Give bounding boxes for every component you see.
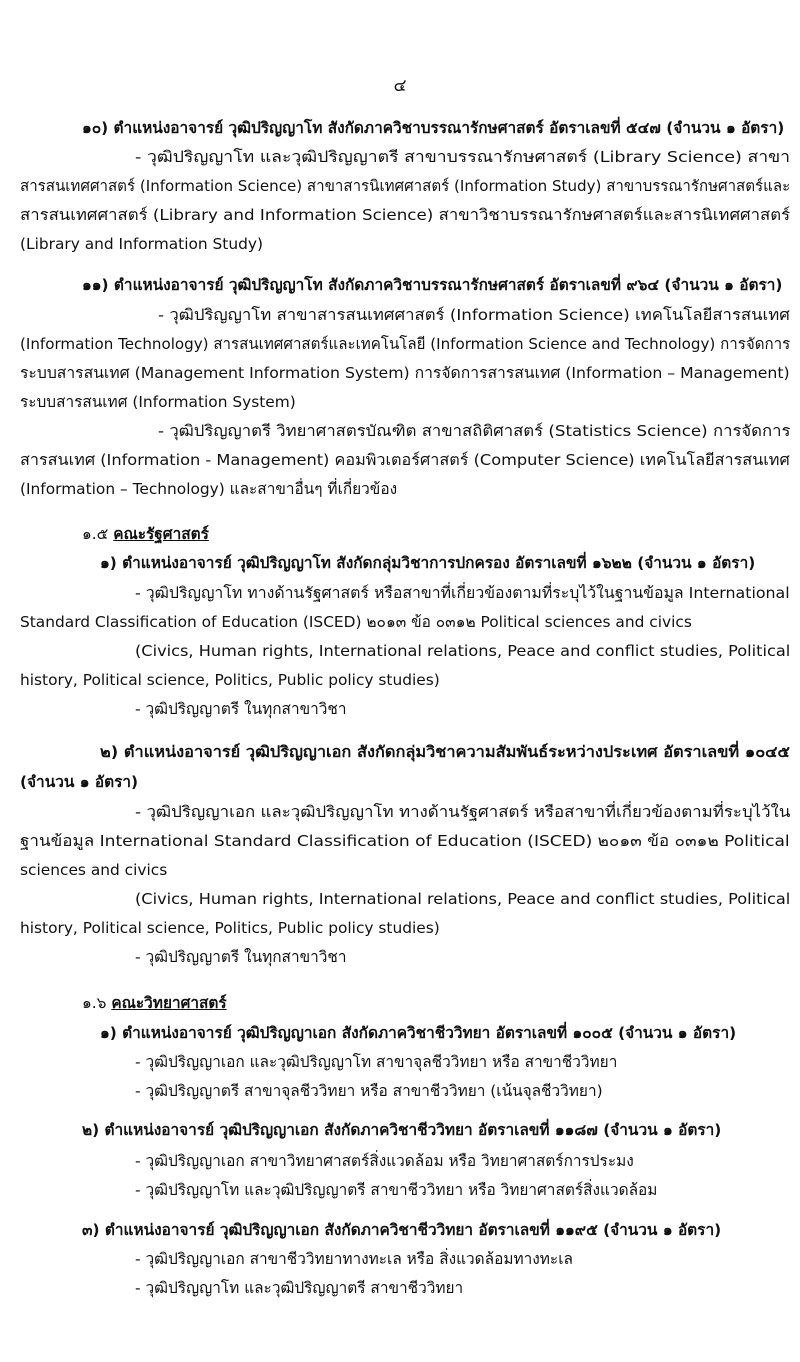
line-text: - วุฒิปริญญาโท ทางด้านรัฐศาสตร์ หรือสาขาที่เกี่ยวข้องตามที่ระบุไว้ในฐานข้อมูล International bbox=[135, 584, 790, 602]
line-text: ๑๑) ตำแหน่งอาจารย์ วุฒิปริญญาโท สังกัดภาควิชาบรรณารักษศาสตร์ อัตราเลขที่ ๙๖๔ (จำนวน ๑ อัตรา) bbox=[82, 276, 783, 294]
line-text: (Library and Information Study) bbox=[20, 235, 263, 253]
line-text: history, Political science, Politics, Public policy studies) bbox=[20, 671, 440, 689]
line-text: - วุฒิปริญญาตรี ในทุกสาขาวิชา bbox=[135, 700, 347, 718]
text-line bbox=[135, 802, 790, 822]
text-line bbox=[135, 641, 790, 661]
text-line bbox=[20, 918, 440, 938]
text-line bbox=[20, 479, 397, 499]
line-text: history, Political science, Politics, Public policy studies) bbox=[20, 919, 440, 937]
line-text: ๑) ตำแหน่งอาจารย์ วุฒิปริญญาเอก สังกัดภาควิชาชีววิทยา อัตราเลขที่ ๑๐๐๕ (จำนวน ๑ อัตรา) bbox=[100, 1024, 737, 1042]
text-line bbox=[20, 363, 790, 383]
line-text: ระบบสารสนเทศ (Information System) bbox=[20, 393, 296, 411]
text-line bbox=[20, 612, 692, 632]
position-heading bbox=[82, 118, 784, 138]
line-text: - วุฒิปริญญาเอก สาขาวิทยาศาสตร์สิ่งแวดล้อม หรือ วิทยาศาสตร์การประมง bbox=[135, 1152, 634, 1170]
position-heading bbox=[20, 772, 138, 792]
position-heading bbox=[82, 1220, 721, 1240]
text-line bbox=[158, 421, 790, 441]
text-line bbox=[135, 947, 346, 967]
position-heading bbox=[100, 1023, 736, 1043]
position-heading bbox=[82, 275, 782, 295]
text-line bbox=[20, 176, 790, 196]
section-heading bbox=[82, 524, 209, 544]
line-text: ระบบสารสนเทศ (Management Information System) การจัดการสารสนเทศ (Information – Management) bbox=[20, 364, 790, 382]
text-line bbox=[158, 305, 790, 325]
line-text: ๑.๖ bbox=[82, 994, 112, 1012]
position-heading bbox=[100, 742, 790, 762]
text-line bbox=[20, 392, 296, 412]
line-text: (Civics, Human rights, International relations, Peace and conflict studies, Political bbox=[135, 642, 791, 660]
position-heading bbox=[82, 1120, 721, 1140]
line-text: - วุฒิปริญญาเอก และวุฒิปริญญาโท สาขาจุลชีววิทยา หรือ สาขาชีววิทยา bbox=[135, 1053, 618, 1071]
text-line bbox=[135, 1278, 463, 1298]
text-line bbox=[20, 670, 440, 690]
text-line bbox=[20, 860, 167, 880]
line-text: สารสนเทศศาสตร์ (Information Science) สาขาสารนิเทศศาสตร์ (Information Study) สาขาบรรณารักษศาสตร์และ bbox=[20, 177, 791, 195]
page-number: ๔ bbox=[393, 76, 407, 96]
line-text: สารสนเทศ (Information - Management) คอมพิวเตอร์ศาสตร์ (Computer Science) เทคโนโลยีสารสนเทศ bbox=[20, 451, 790, 469]
line-text: สารสนเทศศาสตร์ (Library and Information Science) สาขาวิชาบรรณารักษศาสตร์และสารนิเทศศาสตร์ bbox=[20, 206, 791, 224]
line-text: (จำนวน ๑ อัตรา) bbox=[20, 773, 139, 791]
text-line bbox=[135, 147, 790, 167]
line-text: ๑๐) ตำแหน่งอาจารย์ วุฒิปริญญาโท สังกัดภาควิชาบรรณารักษศาสตร์ อัตราเลขที่ ๕๔๗ (จำนวน ๑ อัตรา) bbox=[82, 119, 785, 137]
line-text: ๓) ตำแหน่งอาจารย์ วุฒิปริญญาเอก สังกัดภาควิชาชีววิทยา อัตราเลขที่ ๑๑๙๕ (จำนวน ๑ อัตรา) bbox=[82, 1221, 722, 1239]
line-text: - วุฒิปริญญาโท และวุฒิปริญญาตรี สาขาชีววิทยา bbox=[135, 1279, 464, 1297]
line-text: ๑.๕ bbox=[82, 525, 114, 543]
text-line bbox=[135, 889, 790, 909]
faculty-name: คณะรัฐศาสตร์ bbox=[113, 525, 209, 543]
line-text: sciences and civics bbox=[20, 861, 168, 879]
line-text: Standard Classification of Education (ISCED) ๒๐๑๓ ข้อ ๐๓๑๒ Political sciences and civics bbox=[20, 613, 692, 631]
text-line bbox=[20, 450, 790, 470]
text-line bbox=[135, 1151, 634, 1171]
text-line bbox=[20, 334, 790, 354]
line-text: ๒) ตำแหน่งอาจารย์ วุฒิปริญญาเอก สังกัดภาควิชาชีววิทยา อัตราเลขที่ ๑๑๘๗ (จำนวน ๑ อัตรา) bbox=[82, 1121, 722, 1139]
text-line bbox=[135, 1081, 603, 1101]
line-text: - วุฒิปริญญาตรี สาขาจุลชีววิทยา หรือ สาขาชีววิทยา (เน้นจุลชีววิทยา) bbox=[135, 1082, 603, 1100]
text-line bbox=[135, 1052, 617, 1072]
line-text: - วุฒิปริญญาเอก สาขาชีววิทยาทางทะเล หรือ สิ่งแวดล้อมทางทะเล bbox=[135, 1250, 573, 1268]
text-line bbox=[135, 1180, 657, 1200]
text-line bbox=[20, 234, 263, 254]
text-line bbox=[135, 1249, 573, 1269]
line-text: - วุฒิปริญญาโท และวุฒิปริญญาตรี สาขาชีววิทยา หรือ วิทยาศาสตร์สิ่งแวดล้อม bbox=[135, 1181, 658, 1199]
line-text: (Information Technology) สารสนเทศศาสตร์และเทคโนโลยี (Information Science and Technology) การจัดการ bbox=[20, 335, 791, 353]
line-text: ๒) ตำแหน่งอาจารย์ วุฒิปริญญาเอก สังกัดกลุ่มวิชาความสัมพันธ์ระหว่างประเทศ อัตราเลขที่ ๑๐๔๕ bbox=[100, 743, 790, 761]
line-text: ๑) ตำแหน่งอาจารย์ วุฒิปริญญาโท สังกัดกลุ่มวิชาการปกครอง อัตราเลขที่ ๑๖๒๒ (จำนวน ๑ อัตรา) bbox=[100, 554, 756, 572]
text-line bbox=[135, 699, 346, 719]
line-text: - วุฒิปริญญาเอก และวุฒิปริญญาโท ทางด้านรัฐศาสตร์ หรือสาขาที่เกี่ยวข้องตามที่ระบุไว้ใน bbox=[135, 803, 791, 821]
text-line bbox=[20, 831, 790, 851]
text-line bbox=[135, 583, 790, 603]
position-heading bbox=[100, 553, 755, 573]
line-text: - วุฒิปริญญาโท และวุฒิปริญญาตรี สาขาบรรณารักษศาสตร์ (Library Science) สาขา bbox=[135, 148, 791, 166]
line-text: - วุฒิปริญญาตรี วิทยาศาสตรบัณฑิต สาขาสถิติศาสตร์ (Statistics Science) การจัดการ bbox=[158, 422, 791, 440]
line-text: - วุฒิปริญญาโท สาขาสารสนเทศศาสตร์ (Information Science) เทคโนโลยีสารสนเทศ bbox=[158, 306, 790, 324]
line-text: (Information – Technology) และสาขาอื่นๆ ที่เกี่ยวข้อง bbox=[20, 480, 398, 498]
line-text: (Civics, Human rights, International relations, Peace and conflict studies, Political bbox=[135, 890, 791, 908]
section-heading bbox=[82, 993, 227, 1013]
faculty-name: คณะวิทยาศาสตร์ bbox=[111, 994, 227, 1012]
text-line bbox=[20, 205, 790, 225]
line-text: ฐานข้อมูล International Standard Classification of Education (ISCED) ๒๐๑๓ ข้อ ๐๓๑๒ Political bbox=[20, 832, 790, 850]
line-text: - วุฒิปริญญาตรี ในทุกสาขาวิชา bbox=[135, 948, 347, 966]
